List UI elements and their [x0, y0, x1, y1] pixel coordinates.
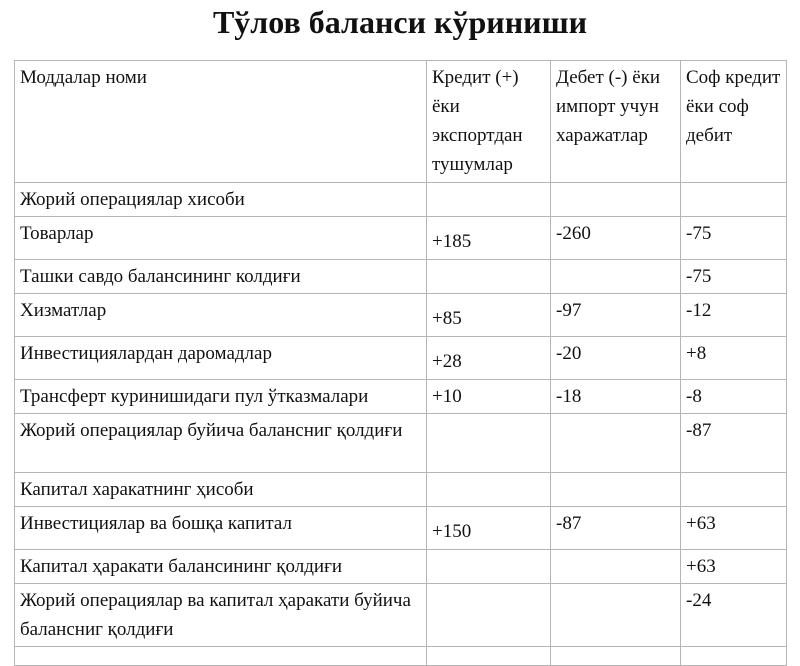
column-header-debit: Дебет (-) ёки импорт учун харажатлар [551, 61, 681, 183]
row-name: Ташки савдо балансининг колдиғи [15, 260, 427, 294]
row-name: Трансферт куринишидаги пул ўтказмалари [15, 380, 427, 414]
row-net: +63 [681, 550, 787, 584]
row-name: Товарлар [15, 217, 427, 260]
row-net: +8 [681, 337, 787, 380]
table-row [15, 337, 787, 380]
row-debit: -97 [551, 294, 681, 337]
row-net: -24 [681, 584, 787, 647]
row-net [681, 647, 787, 666]
row-credit: +10 [427, 380, 551, 414]
row-name: Инвестициялардан даромадлар [15, 337, 427, 380]
row-credit [427, 473, 551, 507]
row-name: Хизматлар [15, 294, 427, 337]
table-header-row [15, 61, 787, 183]
row-net: -12 [681, 294, 787, 337]
table-row [15, 414, 787, 473]
row-debit [551, 647, 681, 666]
row-debit: -18 [551, 380, 681, 414]
row-credit [427, 647, 551, 666]
row-net: -87 [681, 414, 787, 473]
row-credit [427, 260, 551, 294]
row-net: -75 [681, 217, 787, 260]
table-row [15, 473, 787, 507]
row-credit [427, 584, 551, 647]
table-row [15, 584, 787, 647]
page-title: Тўлов баланси кўриниши [212, 4, 588, 40]
row-net [681, 183, 787, 217]
table-row [15, 380, 787, 414]
row-debit [551, 414, 681, 473]
row-debit: -87 [551, 507, 681, 550]
table-row [15, 550, 787, 584]
row-name: Жорий операциялар ва капитал ҳаракати буйича балансниг қолдиғи [15, 584, 427, 647]
table-row [15, 507, 787, 550]
row-credit: +150 [427, 507, 551, 550]
row-debit: -20 [551, 337, 681, 380]
row-net: -75 [681, 260, 787, 294]
row-debit [551, 260, 681, 294]
row-credit [427, 550, 551, 584]
row-name: Жорий операциялар хисоби [15, 183, 427, 217]
row-name: Капитал ҳаракати балансининг қолдиғи [15, 550, 427, 584]
table-row [15, 183, 787, 217]
row-debit [551, 473, 681, 507]
row-net: +63 [681, 507, 787, 550]
row-credit: +185 [427, 217, 551, 260]
column-header-net: Соф кредит ёки соф дебит [681, 61, 787, 183]
row-name [15, 647, 427, 666]
row-net: -8 [681, 380, 787, 414]
row-name: Капитал харакатнинг ҳисоби [15, 473, 427, 507]
table-row [15, 260, 787, 294]
row-net [681, 473, 787, 507]
table-row [15, 647, 787, 666]
row-name: Жорий операциялар буйича балансниг қолдиғи [15, 414, 427, 473]
table-row [15, 294, 787, 337]
balance-of-payments-table [14, 60, 787, 666]
row-debit [551, 584, 681, 647]
row-credit: +28 [427, 337, 551, 380]
column-header-items: Моддалар номи [15, 61, 427, 183]
row-credit [427, 414, 551, 473]
row-debit [551, 183, 681, 217]
row-debit: -260 [551, 217, 681, 260]
row-credit [427, 183, 551, 217]
column-header-credit: Кредит (+) ёки экспортдан тушумлар [427, 61, 551, 183]
row-credit: +85 [427, 294, 551, 337]
row-name: Инвестициялар ва бошқа капитал [15, 507, 427, 550]
row-debit [551, 550, 681, 584]
table-row [15, 217, 787, 260]
